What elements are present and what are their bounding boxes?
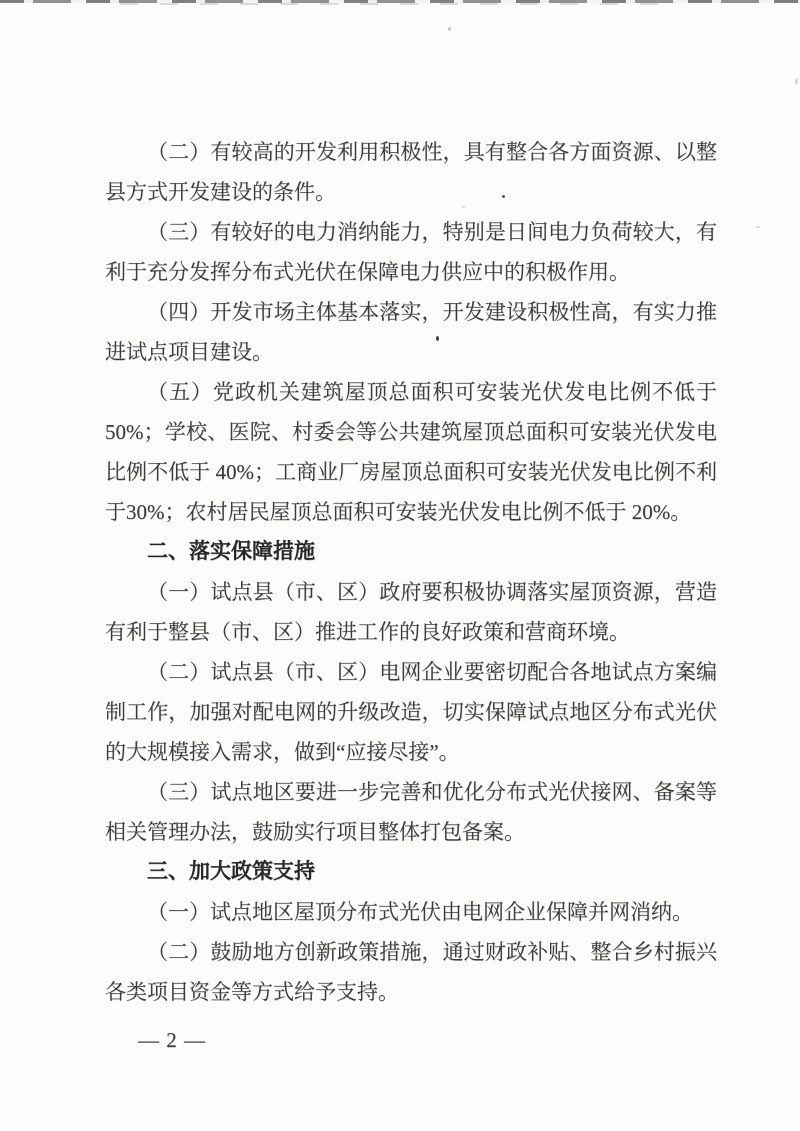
scan-speck (462, 206, 465, 208)
scan-speck (795, 78, 798, 85)
paragraph: （四）开发市场主体基本落实，开发建设积极性高，有实力推进试点项目建设。 (105, 300, 717, 364)
paragraph: （二）有较高的开发利用积极性，具有整合各方面资源、以整县方式开发建设的条件。 (105, 140, 717, 204)
scan-speck (502, 195, 505, 198)
paragraph: （一）试点县（市、区）政府要积极协调落实屋顶资源，营造有利于整县（市、区）推进工作的良好政策和营商环境。 (105, 580, 717, 644)
scan-speck (436, 336, 439, 341)
paragraph: （二）鼓励地方创新政策措施，通过财政补贴、整合乡村振兴各类项目资金等方式给予支持。 (105, 940, 717, 1004)
paragraph: （一）试点地区屋顶分布式光伏由电网企业保障并网消纳。 (147, 900, 693, 924)
page-number: — 2 — (138, 1028, 206, 1052)
paragraph: （二）试点县（市、区）电网企业要密切配合各地试点方案编制工作，加强对配电网的升级改造，切实保障试点地区分布式光伏的大规模接入需求，做到“应接尽接”。 (105, 660, 717, 764)
paragraph: （五）党政机关建筑屋顶总面积可安装光伏发电比例不低于50%；学校、医院、村委会等公共建筑屋顶总面积可安装光伏发电比例不低于 40%；工商业厂房屋顶总面积可安装光伏发电比例不利于30%；农村居民屋顶总面积可安装光伏发电比例不低于 20%。 (105, 380, 717, 524)
section-heading: 二、落实保障措施 (147, 540, 315, 563)
paragraph: （三）有较好的电力消纳能力，特别是日间电力负荷较大，有利于充分发挥分布式光伏在保障电力供应中的积极作用。 (105, 220, 717, 284)
scan-speck (448, 27, 451, 31)
paragraph: （三）试点地区要进一步完善和优化分布式光伏接网、备案等相关管理办法，鼓励实行项目整体打包备案。 (105, 780, 717, 844)
scan-speck (756, 226, 760, 228)
section-heading: 三、加大政策支持 (147, 860, 315, 883)
scan-artifact-top-edge (120, 3, 680, 5)
document-body (105, 132, 717, 1012)
